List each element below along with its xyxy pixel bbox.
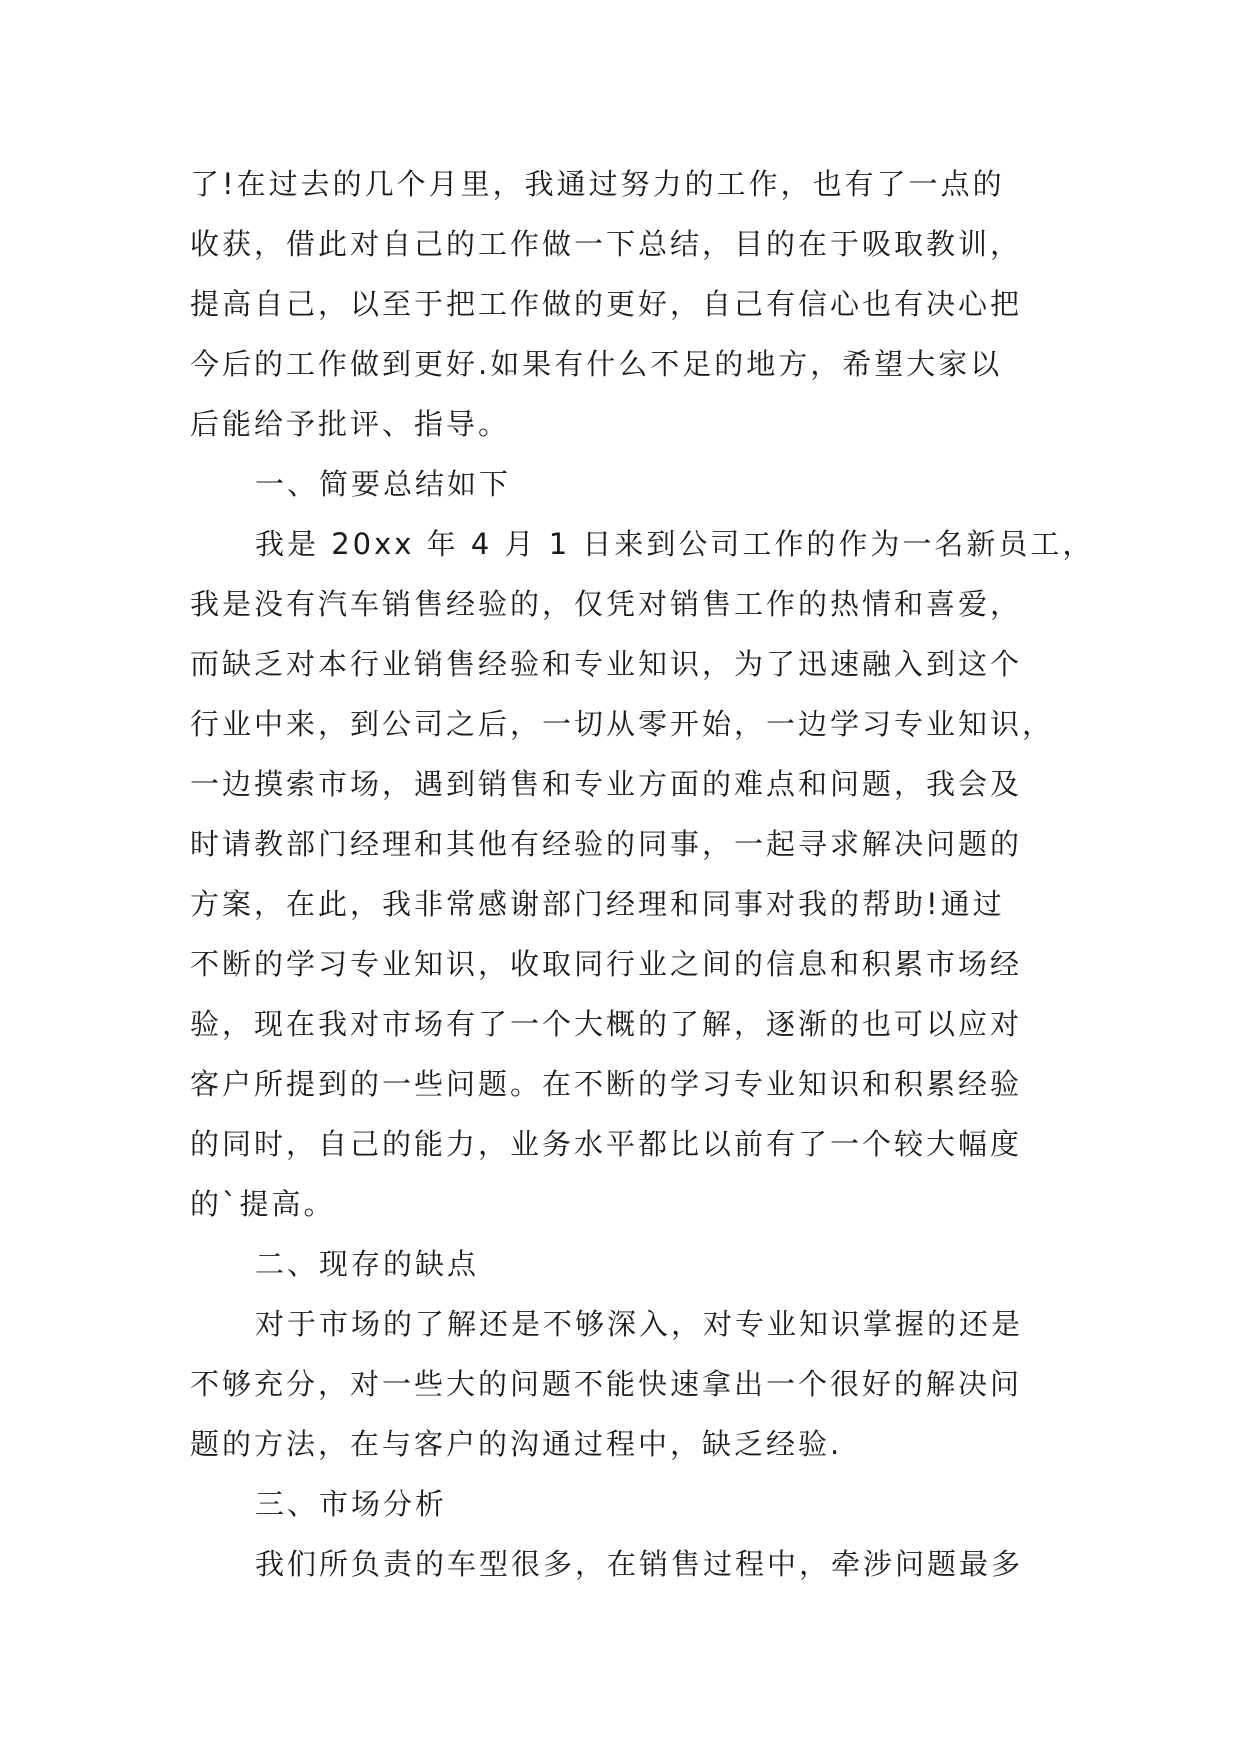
paragraph-line: 的同时，自己的能力，业务水平都比以前有了一个较大幅度 [190, 1127, 1023, 1161]
paragraph-line: 一边摸索市场，遇到销售和专业方面的难点和问题，我会及 [190, 767, 1023, 801]
section-heading: 一、简要总结如下 [255, 467, 512, 501]
paragraph-line: 方案，在此，我非常感谢部门经理和同事对我的帮助!通过 [190, 887, 1005, 921]
paragraph-line: 题的方法，在与客户的沟通过程中，缺乏经验. [190, 1427, 843, 1461]
paragraph-line: 客户所提到的一些问题。在不断的学习专业知识和积累经验 [190, 1067, 1023, 1101]
paragraph-line: 今后的工作做到更好.如果有什么不足的地方，希望大家以 [190, 347, 1003, 381]
section-heading: 二、现存的缺点 [255, 1247, 480, 1281]
paragraph-line: 不够充分，对一些大的问题不能快速拿出一个很好的解决问 [190, 1367, 1023, 1401]
paragraph-line: 我们所负责的车型很多，在销售过程中，牵涉问题最多 [255, 1547, 1024, 1581]
paragraph-line: 不断的学习专业知识，收取同行业之间的信息和积累市场经 [190, 947, 1023, 981]
paragraph-line: 的`提高。 [190, 1187, 336, 1221]
paragraph-line: 我是 20xx 年 4 月 1 日来到公司工作的作为一名新员工， [255, 527, 1095, 561]
paragraph-line: 而缺乏对本行业销售经验和专业知识，为了迅速融入到这个 [190, 647, 1023, 681]
paragraph-line: 提高自己，以至于把工作做的更好，自己有信心也有决心把 [190, 287, 1023, 321]
paragraph-line: 我是没有汽车销售经验的，仅凭对销售工作的热情和喜爱， [190, 587, 1023, 621]
paragraph-line: 验，现在我对市场有了一个大概的了解，逐渐的也可以应对 [190, 1007, 1023, 1041]
paragraph-line: 时请教部门经理和其他有经验的同事，一起寻求解决问题的 [190, 827, 1023, 861]
paragraph-line: 后能给予批评、指导。 [190, 407, 511, 441]
paragraph-line: 对于市场的了解还是不够深入，对专业知识掌握的还是 [255, 1307, 1024, 1341]
paragraph-line: 了!在过去的几个月里，我通过努力的工作，也有了一点的 [190, 167, 1005, 201]
paragraph-line: 收获，借此对自己的工作做一下总结，目的在于吸取教训， [190, 227, 1023, 261]
paragraph-line: 行业中来，到公司之后，一切从零开始，一边学习专业知识， [190, 707, 1055, 741]
section-heading: 三、市场分析 [255, 1487, 448, 1521]
